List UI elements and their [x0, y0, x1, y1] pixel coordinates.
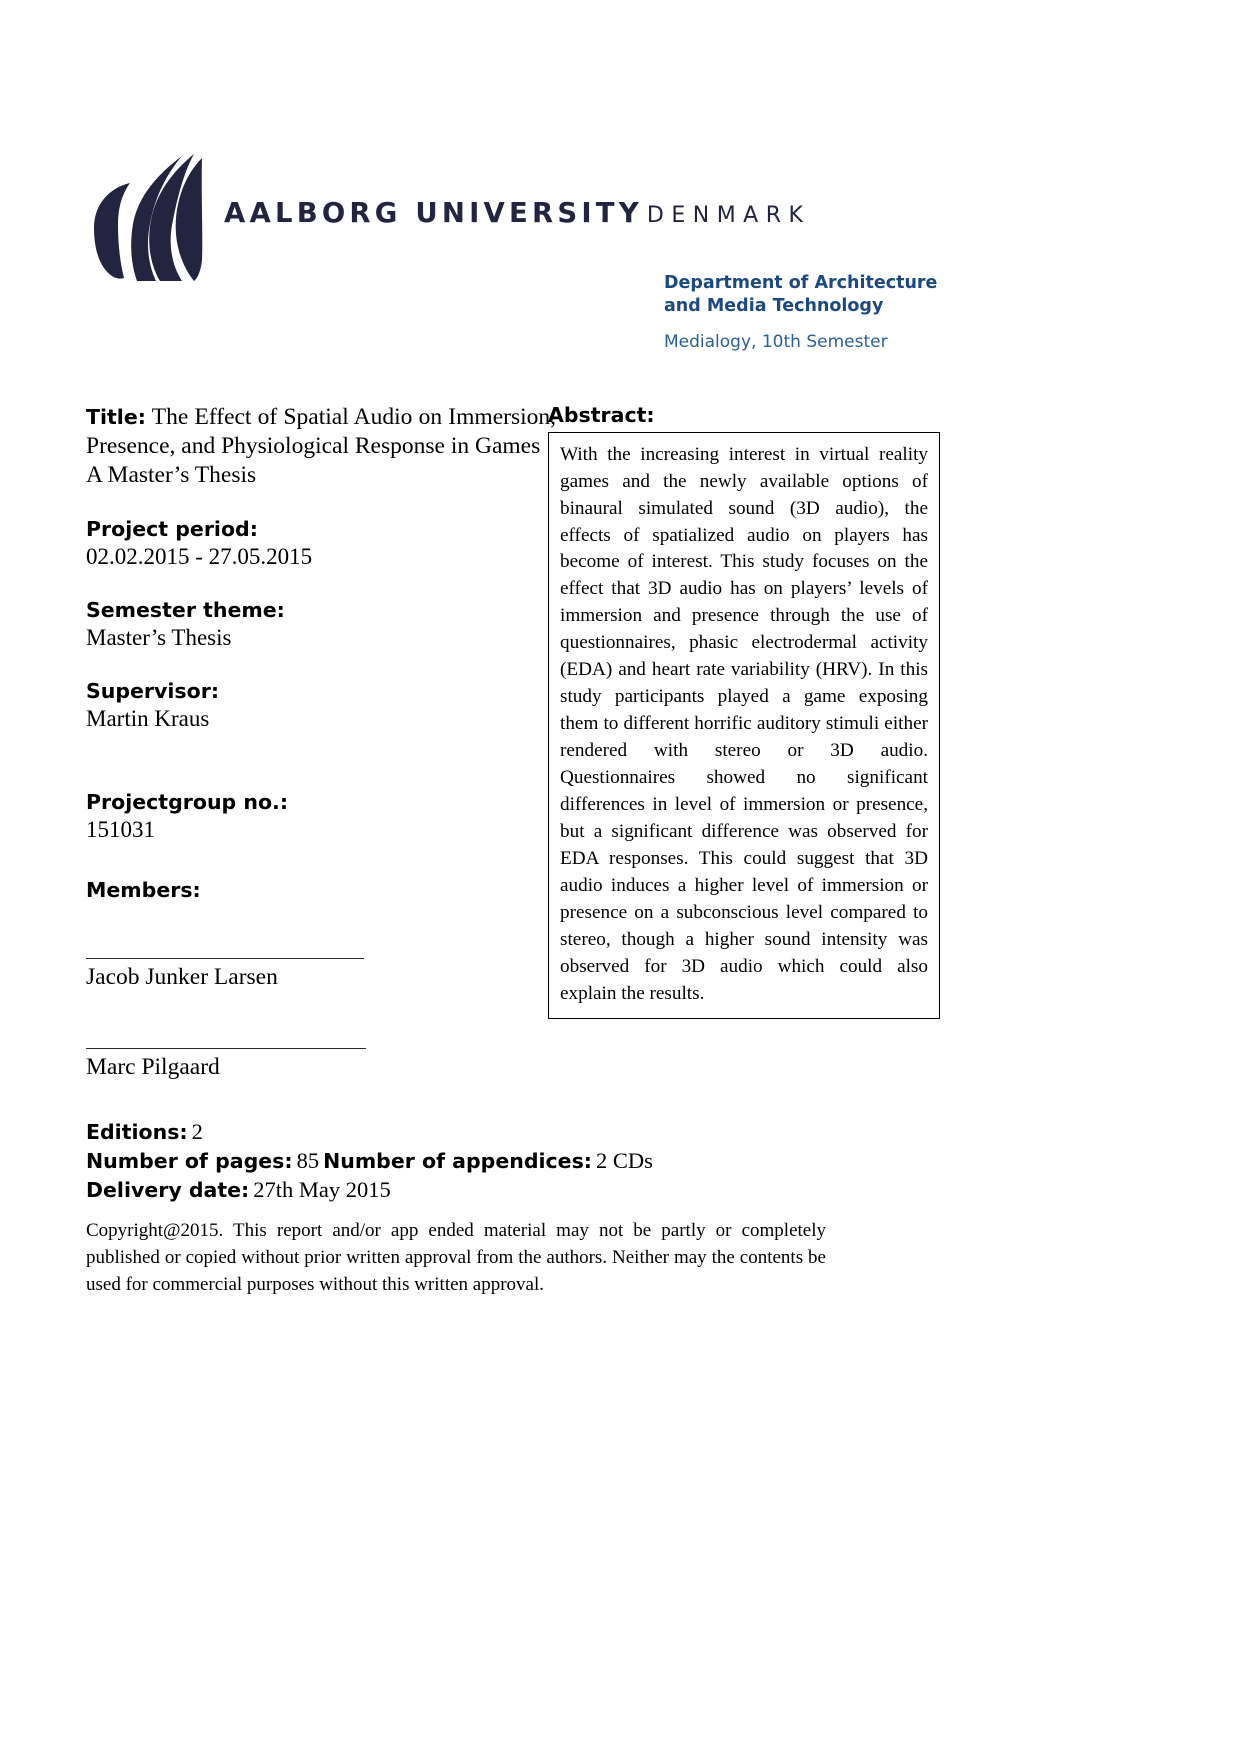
department-line-2: and Media Technology — [664, 296, 884, 317]
department-block — [664, 272, 984, 353]
member-signature-2 — [86, 1048, 556, 1081]
supervisor-value: Martin Kraus — [86, 705, 210, 731]
signature-line — [86, 1048, 366, 1049]
university-wordmark — [224, 152, 910, 228]
title-value: The Effect of Spatial Audio on Immersion, Presence, and Physiological Response in Games — [86, 404, 557, 460]
semester-theme-label: Semester theme: — [86, 598, 285, 623]
publication-meta — [86, 1118, 1086, 1204]
projectgroup-value: 151031 — [86, 816, 155, 842]
editions-label: Editions: — [86, 1120, 188, 1144]
field-projectgroup — [86, 789, 556, 844]
abstract-text: With the increasing interest in virtual reality games and the newly available options of binaural simulated sound (3D audio), the effects of spatialized audio on players has become of interest. This study focuses on the effect that 3D audio has on players’ levels of immersion and presence through the use of questionnaires, phasic electrodermal activity (EDA) and heart rate variability (HRV). In this study participants played a game exposing them to different horrific auditory stimuli either rendered with stereo or 3D audio. Questionnaires showed no significant differences in level of immersion or presence, but a significant difference was observed for EDA responses. This could suggest that 3D audio induces a higher level of immersion or presence on a subconscious level compared to stereo, though a higher sound intensity was observed for 3D audio which could also explain the results. — [560, 443, 928, 1004]
copyright-notice: Copyright@2015. This report and/or app ended material may not be partly or completely published or copied without prior written approval from the authors. Neither may the contents be used for commercial purposes without this written approval. — [86, 1220, 826, 1295]
meta-pages — [86, 1147, 1086, 1176]
title-label: Title: — [86, 405, 146, 429]
aau-flame-logo-icon — [86, 152, 206, 284]
department-line-1: Department of Architecture — [664, 273, 938, 293]
member-signature-1 — [86, 958, 556, 991]
member-name-1: Jacob Junker Larsen — [86, 964, 278, 991]
signature-line — [86, 958, 364, 959]
project-period-label: Project period: — [86, 517, 258, 542]
appendices-value: 2 CDs — [595, 1147, 653, 1173]
meta-editions — [86, 1118, 1086, 1147]
pages-label: Number of pages: — [86, 1148, 293, 1173]
members-label: Members: — [86, 878, 201, 903]
field-supervisor — [86, 678, 556, 733]
abstract-box — [548, 432, 940, 1019]
member-name-2: Marc Pilgaard — [86, 1053, 220, 1080]
title-subtitle: A Master’s Thesis — [86, 462, 257, 489]
field-title — [86, 403, 556, 490]
university-country: DENMARK — [646, 203, 811, 228]
supervisor-label: Supervisor: — [86, 679, 220, 704]
editions-value: 2 — [191, 1119, 203, 1144]
abstract-column — [548, 403, 946, 1019]
department-program: Medialogy, 10th Semester — [664, 332, 888, 353]
projectgroup-label: Projectgroup no.: — [86, 790, 289, 815]
meta-delivery — [86, 1176, 1086, 1205]
university-logo — [86, 152, 910, 284]
university-name: AALBORG UNIVERSITY — [224, 197, 643, 229]
abstract-label: Abstract: — [548, 403, 655, 427]
field-semester-theme — [86, 597, 556, 652]
semester-theme-value: Master’s Thesis — [86, 624, 232, 650]
field-project-period — [86, 516, 556, 571]
delivery-value: 27th May 2015 — [253, 1176, 391, 1202]
project-period-value: 02.02.2015 - 27.05.2015 — [86, 543, 313, 569]
pages-value: 85 — [296, 1147, 320, 1173]
metadata-column — [86, 403, 556, 1081]
page-header — [86, 152, 1156, 367]
appendices-label: Number of appendices: — [323, 1148, 592, 1173]
delivery-label: Delivery date: — [86, 1177, 250, 1202]
